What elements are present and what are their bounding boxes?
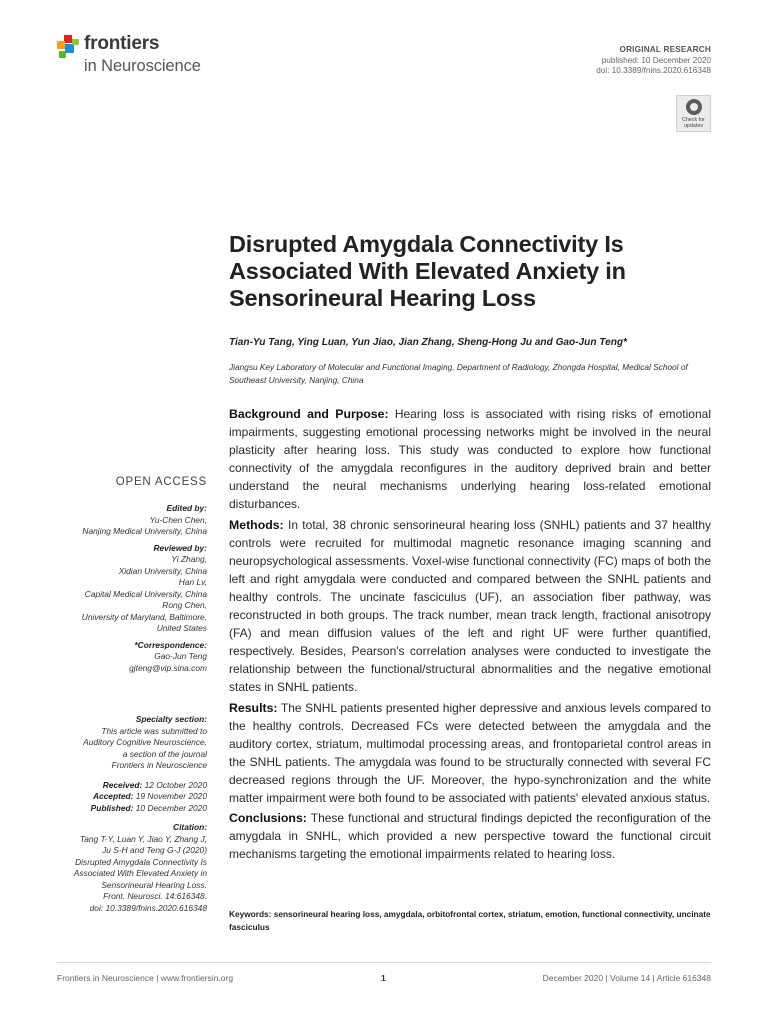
crossmark-icon	[686, 99, 702, 115]
footer-divider	[57, 962, 711, 963]
badge-label: Check for updates	[682, 117, 705, 129]
abstract-methods: Methods: In total, 38 chronic sensorineural hearing loss (SNHL) patients and 37 healthy controls were recruited for multimodal magnetic resonance imaging scanning and neuropsychological assessments. Voxel-wise functional connectivity (FC) maps of both the left and right amygdala were conducted and compared between the SNHL patients and healthy controls. The uncinate fasciculus (UF), an association fiber pathway, was reconstructed in both groups. The track number, mean track length, fractional anisotropy (FA) and mean diffusion values of the left and right UF were further quantified, respectively. Besides, Pearson's correlation analyses were conducted to investigate the relationship between the functional/structural abnormalities and the negative emotional states in SNHL patients.	[229, 517, 711, 695]
abstract	[229, 405, 711, 865]
check-for-updates-badge[interactable]	[676, 95, 711, 132]
sidebar-editorial	[57, 503, 207, 679]
published-date: published: 10 December 2020	[601, 55, 711, 65]
frontiers-logo-icon	[57, 35, 81, 61]
article-title: Disrupted Amygdala Connectivity Is Associated With Elevated Anxiety in Sensorineural Hearing Loss	[229, 231, 626, 311]
methods-heading: Methods:	[229, 517, 284, 532]
sidebar-publication	[57, 714, 207, 919]
footer-issue-info: December 2020 | Volume 14 | Article 616348	[542, 973, 711, 983]
edited-by-block: Edited by: Yu-Chen Chen, Nanjing Medical University, China	[82, 503, 207, 536]
article-type: ORIGINAL RESEARCH	[619, 45, 711, 54]
author-list: Tian-Yu Tang, Ying Luan, Yun Jiao, Jian Zhang, Sheng-Hong Ju and Gao-Jun Teng*	[229, 337, 627, 348]
keywords: Keywords: sensorineural hearing loss, amygdala, orbitofrontal cortex, striatum, emotion, functional connectivity, uncinate fasciculus	[229, 909, 711, 932]
citation-block: Citation: Tang T-Y, Luan Y, Jiao Y, Zhang J, Ju S-H and Teng G-J (2020) Disrupted Amygdala Connectivity Is Associated With Elevated Anxiety in Sensorineural Hearing Loss. Front. Neurosci. 14:616348. doi: 10.3389/fnins.2020.616348	[57, 822, 207, 914]
abstract-conclusions: Conclusions: These functional and structural findings depicted the reconfiguration of the amygdala in SNHL, which provided a new perspective toward the functional circuit mechanisms targeting the emotional impairments related to hearing loss.	[229, 811, 711, 862]
background-heading: Background and Purpose:	[229, 407, 389, 421]
correspondence-email[interactable]: gjteng@vip.sina.com	[129, 662, 207, 673]
logo-text-journal: in Neuroscience	[84, 57, 201, 75]
results-heading: Results:	[229, 700, 278, 715]
page-number: 1	[381, 973, 386, 983]
logo-text-frontiers: frontiers	[84, 33, 160, 54]
footer-journal-link[interactable]: Frontiers in Neuroscience | www.frontiersin.org	[57, 973, 234, 983]
article-meta-header	[596, 45, 711, 77]
open-access-label: OPEN ACCESS	[115, 476, 207, 488]
dates-block: Received: 12 October 2020 Accepted: 19 November 2020 Published: 10 December 2020	[90, 779, 207, 813]
abstract-background: Background and Purpose: Hearing loss is associated with rising risks of emotional impairments, suggesting emotional processing networks might be involved in the neural plasticity after hearing loss. This study was conducted to explore how functional connectivity of the amygdala reconfigures in the auditory deprived brain and better understand the neural mechanisms underlying hearing loss-related emotional disturbances.	[229, 407, 711, 512]
abstract-results: Results: The SNHL patients presented higher depressive and anxious levels compared to the healthy controls. Decreased FCs were detected between the amygdala and the auditory cortex, striatum, multimodal processing areas, and frontoparietal control areas in the SNHL patients. The amygdala was found to be structurally connected with several FC decreased regions through the UF. Moreover, the hypo-synchronization and the white matter impairment were both found to be associated with patients' elevated anxious status.	[229, 700, 711, 805]
reviewed-by-block: Reviewed by: Yi Zhang, Xidian University, China Han Lv, Capital Medical University, China Rong Chen, University of Maryland, Baltimore, United States	[81, 542, 207, 633]
specialty-block: Specialty section: This article was submitted to Auditory Cognitive Neuroscience, a section of the journal Frontiers in Neuroscience	[83, 714, 207, 770]
affiliation: Jiangsu Key Laboratory of Molecular and Functional Imaging, Department of Radiology, Zhongda Hospital, Medical School of Southeast University, Nanjing, China	[229, 362, 688, 385]
conclusions-heading: Conclusions:	[229, 811, 307, 826]
journal-logo	[57, 33, 227, 81]
citation-doi[interactable]: doi: 10.3389/fnins.2020.616348	[89, 902, 207, 913]
article-doi[interactable]: doi: 10.3389/fnins.2020.616348	[596, 66, 711, 75]
correspondence-block: *Correspondence: Gao-Jun Teng gjteng@vip.sina.com	[57, 640, 207, 675]
